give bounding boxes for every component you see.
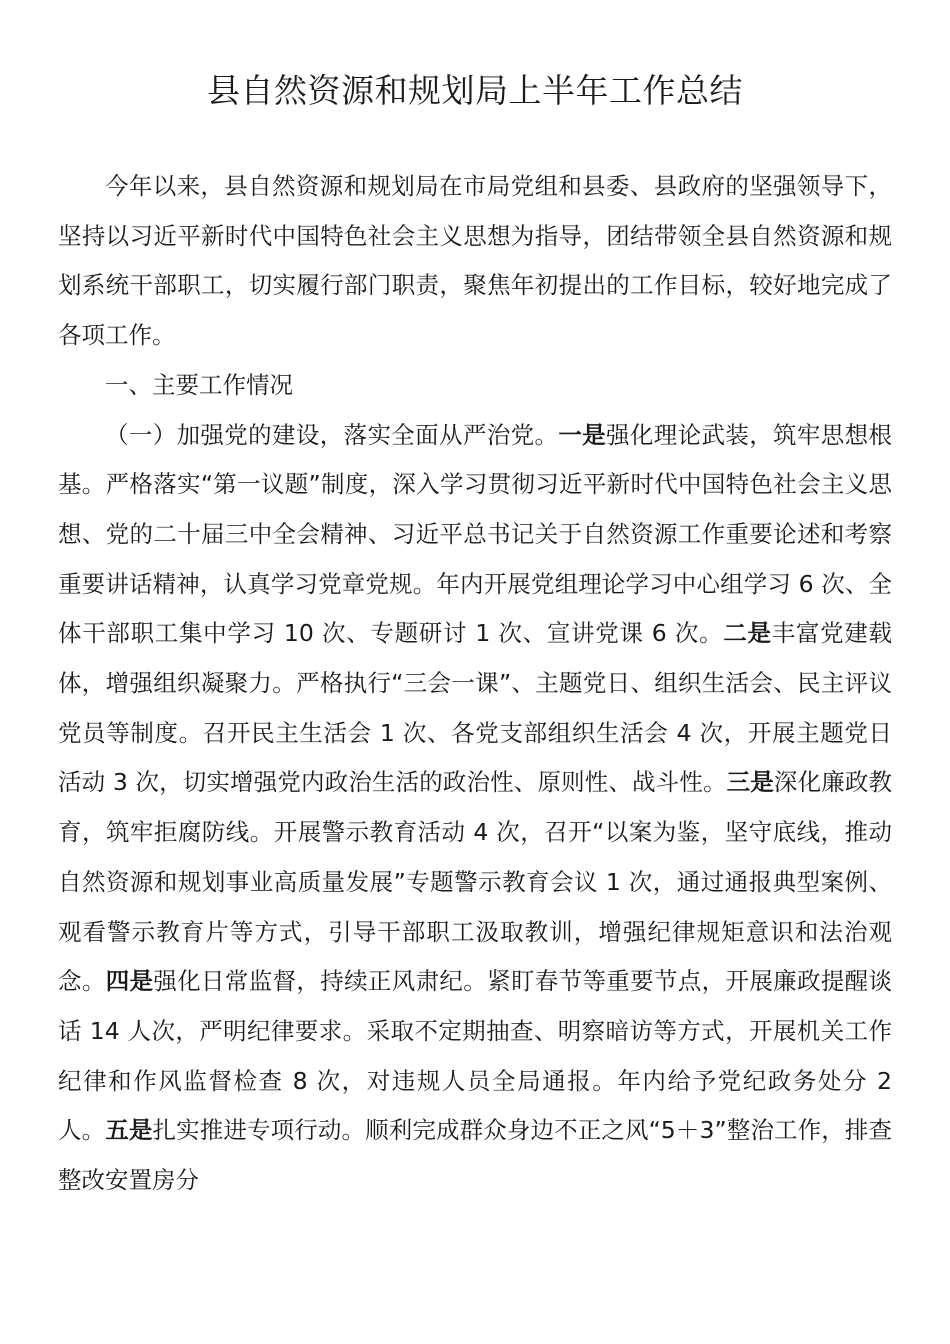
subsection-lead: （一）加强党的建设，落实全面从严治党。 <box>105 420 559 449</box>
point-3-label: 三是 <box>726 768 774 797</box>
section-heading: 一、主要工作情况 <box>105 370 293 399</box>
point-2-text: 丰富党建载体，增强组织凝聚力。严格执行“三会一课”、主题党日、组织生活会、民主评议党员等制度。召开民主生活会 1 次、各党支部组织生活会 4 次，开展主题党日活动 3 次，切实增强党内政治生活的政治性、原则性、战斗性。 <box>58 619 893 797</box>
point-5-label: 五是 <box>105 1116 153 1145</box>
point-1-text: 强化理论武装，筑牢思想根基。严格落实“第一议题”制度，深入学习贯彻习近平新时代中国特色社会主义思想、党的二十届三中全会精神、习近平总书记关于自然资源工作重要论述和考察重要讲话精神，认真学习党章党规。年内开展党组理论学习中心组学习 6 次、全体干部职工集中学习 10 次、专题研讨 1 次、宣讲党课 6 次。 <box>58 420 892 648</box>
intro-paragraph: 今年以来，县自然资源和规划局在市局党组和县委、县政府的坚强领导下，坚持以习近平新时代中国特色社会主义思想为指导，团结带领全县自然资源和规划系统干部职工，切实履行部门职责，聚焦年初提出的工作目标，较好地完成了各项工作。 <box>58 172 892 350</box>
point-4-label: 四是 <box>105 967 154 996</box>
point-3-text: 深化廉政教育，筑牢拒腐防线。开展警示教育活动 4 次，召开“以案为鉴，坚守底线，推动自然资源和规划事业高质量发展”专题警示教育会议 1 次，通过通报典型案例、观看警示教育片等方式，引导干部职工汲取教训，增强纪律规矩意识和法治观念。 <box>58 768 893 996</box>
subsection-paragraph <box>58 411 892 1206</box>
point-4-text: 强化日常监督，持续正风肃纪。紧盯春节等重要节点，开展廉政提醒谈话 14 人次，严明纪律要求。采取不定期抽查、明察暗访等方式，开展机关工作纪律和作风监督检查 8 次，对违规人员全局通报。年内给予党纪政务处分 2 人。 <box>58 967 893 1145</box>
document-body <box>58 162 892 1206</box>
point-5-text: 扎实推进专项行动。顺利完成群众身边不正之风“5＋3”整治工作，排查整改安置房分 <box>58 1116 892 1195</box>
point-2-label: 二是 <box>723 619 772 648</box>
document-title: 县自然资源和规划局上半年工作总结 <box>207 71 743 110</box>
point-1-label: 一是 <box>558 420 607 449</box>
